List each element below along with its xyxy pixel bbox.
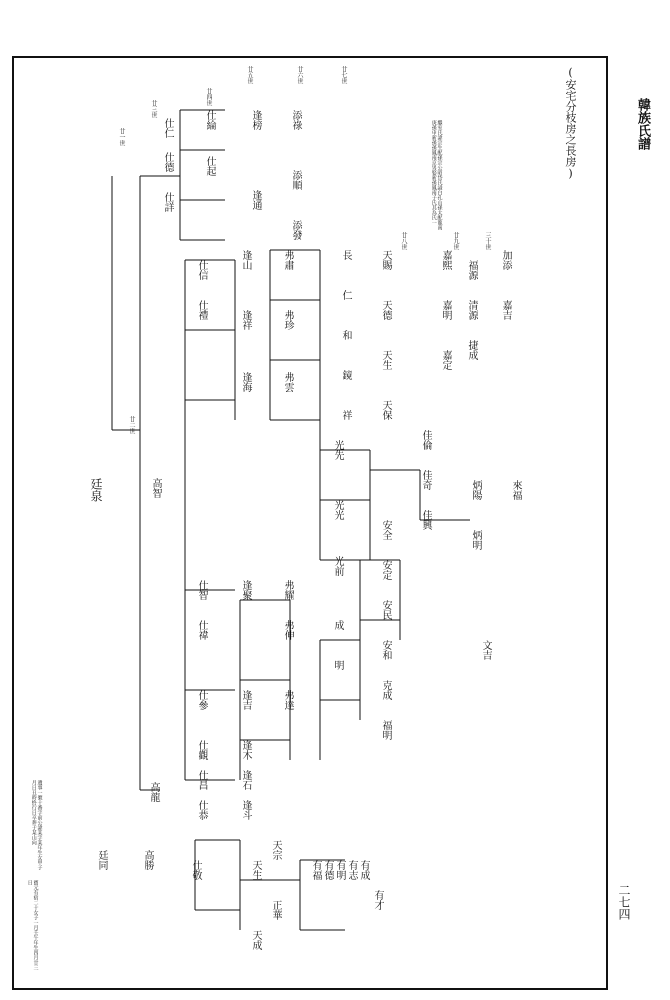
gen-label: 廿六世: [296, 66, 303, 84]
person-node: 天賜: [380, 250, 391, 270]
person-node: 仕禕: [196, 620, 207, 640]
person-node: 弗達: [282, 690, 293, 710]
gen-label: 廿九世: [452, 232, 459, 250]
gen-label: 廿一世: [118, 128, 125, 146]
person-node: 天保: [380, 400, 391, 420]
person-node: 有明: [334, 860, 345, 880]
person-node: 天宗: [270, 840, 281, 860]
person-node: 有福: [310, 860, 321, 880]
person-node: 光先: [332, 440, 343, 460]
person-node: 嘉定: [440, 350, 451, 370]
person-node: 仕德: [162, 152, 173, 172]
person-node: 安全: [380, 520, 391, 540]
person-node: 添祿: [290, 110, 301, 130]
person-node: 逢吉: [240, 690, 251, 710]
person-node: 添順: [290, 170, 301, 190]
note-text: 寶元有宿二十女子一月壬午年生四月廿三日: [26, 880, 39, 970]
person-node: 明: [332, 660, 343, 670]
person-node: 仕恭: [196, 800, 207, 820]
person-node: 安定: [380, 560, 391, 580]
person-node: 炳明: [470, 530, 481, 550]
person-node: 仕禮: [196, 300, 207, 320]
gen-label: 廿五世: [246, 66, 253, 84]
book-title: 韓族氏譜: [635, 98, 650, 150]
person-node: 高智: [150, 478, 161, 498]
person-node: 仕仁: [162, 118, 173, 138]
person-node: 逢山: [240, 250, 251, 270]
person-node: 天生: [380, 350, 391, 370]
person-node: 廷同: [96, 850, 107, 870]
person-node: 和: [340, 330, 351, 340]
person-node: 有志: [346, 860, 357, 880]
gen-label: 三十世: [484, 232, 491, 250]
person-node: 仕觀: [196, 740, 207, 760]
gen-label: 廿二世: [128, 416, 135, 434]
person-node: 光前: [332, 556, 343, 576]
person-node: 福源: [466, 260, 477, 280]
person-node: 佳興: [420, 510, 431, 530]
person-node: 成: [332, 620, 343, 630]
note-text: 遺事一號十番字前公諱某字某年生女甲子月日丑時終行日卒葬于某山向: [30, 780, 43, 870]
person-node: 有德: [322, 860, 333, 880]
person-node: 鏡: [340, 370, 351, 380]
person-node: 光光: [332, 500, 343, 520]
person-node: 弗伸: [282, 620, 293, 640]
person-node: 高勝: [142, 850, 153, 870]
person-node: 嘉吉: [500, 300, 511, 320]
gen-label: 廿七世: [340, 66, 347, 84]
person-node: 仁: [340, 290, 351, 300]
person-node: 有成: [358, 860, 369, 880]
person-node: 炳陽: [470, 480, 481, 500]
person-node: 仕詳: [162, 192, 173, 212]
person-node: 仕昌: [196, 770, 207, 790]
person-node: 仕綸: [204, 110, 215, 130]
person-node: 來福: [510, 480, 521, 500]
person-node: 添發: [290, 220, 301, 240]
page-number: 二七四: [617, 884, 631, 920]
gen-label: 廿四世: [205, 88, 212, 106]
person-node: 克成: [380, 680, 391, 700]
person-node: 有才: [372, 890, 383, 910]
person-node: 弗肅: [282, 250, 293, 270]
person-node: 弗珍: [282, 310, 293, 330]
person-node: 安和: [380, 640, 391, 660]
person-node: 仕智: [196, 580, 207, 600]
person-node: 逢石: [240, 770, 251, 790]
person-node: 長: [340, 250, 351, 260]
person-node: 天德: [380, 300, 391, 320]
person-node: 逢聚: [240, 580, 251, 600]
person-node: 逢斗: [240, 800, 251, 820]
person-node: 安民: [380, 600, 391, 620]
note-text: 繼室氏諱宗生配孫宗公昭岱氏謚白孔山孫太配龍南庚孫申新孫孫鳳南京男娶新孫鳳南子氏其為氏一: [430, 120, 443, 230]
gen-label: 廿八世: [400, 232, 407, 250]
person-node: 佳倫: [420, 430, 431, 450]
person-node: 仕敬: [190, 860, 201, 880]
person-node: 佳奇: [420, 470, 431, 490]
person-node: 天生: [250, 860, 261, 880]
person-node: 天成: [250, 930, 261, 950]
person-node: 嘉熙: [440, 250, 451, 270]
person-node: 文吉: [480, 640, 491, 660]
root-person: 廷泉: [89, 478, 103, 502]
person-node: 捷成: [466, 340, 477, 360]
person-node: 高龍: [148, 782, 159, 802]
person-node: 逢海: [240, 372, 251, 392]
section-title: (安宅分枝房之長房): [564, 66, 577, 180]
person-node: 嘉明: [440, 300, 451, 320]
person-node: 正華: [270, 900, 281, 920]
person-node: 弗雲: [282, 372, 293, 392]
person-node: 逢通: [250, 190, 261, 210]
person-node: 仕起: [204, 156, 215, 176]
person-node: 逢木: [240, 740, 251, 760]
person-node: 清源: [466, 300, 477, 320]
person-node: 福明: [380, 720, 391, 740]
person-node: 加添: [500, 250, 511, 270]
person-node: 祥: [340, 410, 351, 420]
person-node: 弗耀: [282, 580, 293, 600]
person-node: 仕信: [196, 260, 207, 280]
person-node: 逢祥: [240, 310, 251, 330]
gen-label: 廿三世: [150, 100, 157, 118]
person-node: 仕參: [196, 690, 207, 710]
person-node: 逢榜: [250, 110, 261, 130]
